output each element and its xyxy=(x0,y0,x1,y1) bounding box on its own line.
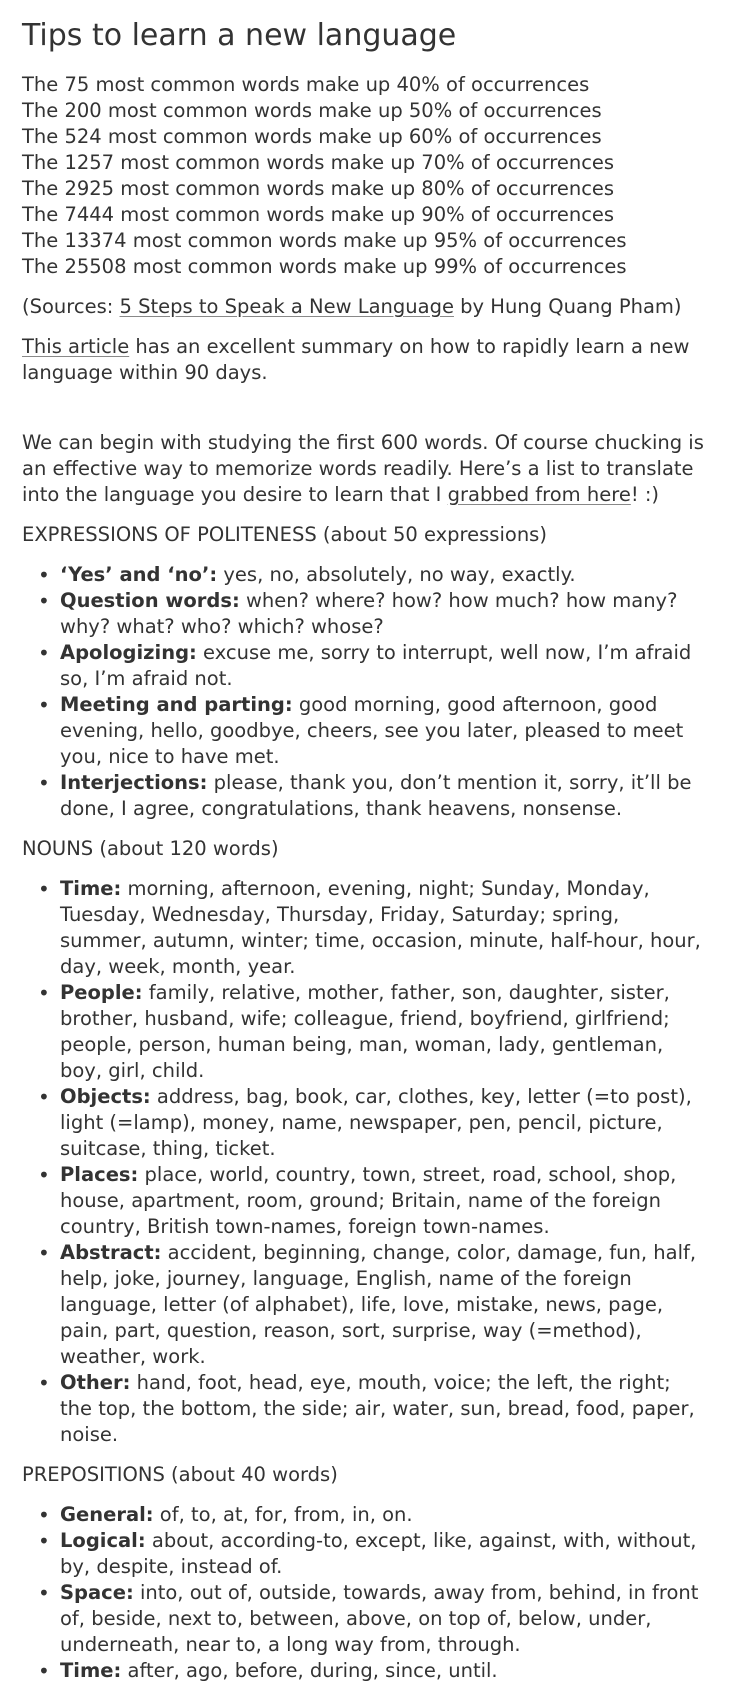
list-item xyxy=(60,1162,714,1240)
item-text: please, thank you, don’t mention it, sorry, it’ll be done, I agree, congratulations, thank heavens, nonsense. xyxy=(60,771,692,820)
stat-line: The 25508 most common words make up 99% of occurrences xyxy=(22,255,627,278)
item-text: good morning, good afternoon, good evening, hello, goodbye, cheers, see you later, pleased to meet you, nice to have met. xyxy=(60,693,684,768)
item-term: Time: xyxy=(60,877,122,900)
list-item xyxy=(60,562,714,588)
item-term: Space: xyxy=(60,1581,134,1604)
item-text: after, ago, before, during, since, until. xyxy=(121,1659,498,1682)
item-text: morning, afternoon, evening, night; Sunday, Monday, Tuesday, Wednesday, Thursday, Friday, Saturday; spring, summer, autumn, winter; time, occasion, minute, half-hour, hour, day, week, month, year. xyxy=(60,877,701,978)
item-text: place, world, country, town, street, road, school, shop, house, apartment, room, ground; Britain, name of the foreign country, British town-names, foreign town-names. xyxy=(60,1163,677,1238)
list-item xyxy=(60,1528,714,1580)
list-item xyxy=(60,588,714,640)
list-item xyxy=(60,1580,714,1658)
list-item xyxy=(60,1502,714,1528)
nouns-list xyxy=(22,876,714,1448)
list-item xyxy=(60,770,714,822)
list-item xyxy=(60,692,714,770)
item-term: Other: xyxy=(60,1371,131,1394)
item-term: Apologizing: xyxy=(60,641,197,664)
item-text: family, relative, mother, father, son, daughter, sister, brother, husband, wife; colleague, friend, boyfriend, girlfriend; people, person, human being, man, woman, lady, gentleman, boy, girl, child. xyxy=(60,981,670,1082)
article-paragraph xyxy=(22,334,714,386)
intro-paragraph xyxy=(22,430,714,508)
stat-line: The 200 most common words make up 50% of occurrences xyxy=(22,99,602,122)
item-term: Places: xyxy=(60,1163,139,1186)
stat-line: The 2925 most common words make up 80% of occurrences xyxy=(22,177,615,200)
item-text: into, out of, outside, towards, away from, behind, in front of, beside, next to, between, above, on top of, below, under, underneath, near to, a long way from, through. xyxy=(60,1581,699,1656)
word-frequency-stats xyxy=(22,72,714,280)
item-text: when? where? how? how much? how many? why? what? who? which? whose? xyxy=(60,589,678,638)
list-item xyxy=(60,1370,714,1448)
item-term: Logical: xyxy=(60,1529,146,1552)
list-item xyxy=(60,1240,714,1370)
list-item xyxy=(60,876,714,980)
item-text: accident, beginning, change, color, damage, fun, half, help, joke, journey, language, English, name of the foreign language, letter (of alphabet), life, love, mistake, news, page, pain, part, question, reason, sort, surprise, way (=method), weather, work. xyxy=(60,1241,697,1368)
article-link[interactable]: This article xyxy=(22,335,130,358)
item-term: Objects: xyxy=(60,1085,151,1108)
list-item xyxy=(60,640,714,692)
section-heading-politeness: EXPRESSIONS OF POLITENESS (about 50 expressions) xyxy=(22,523,547,546)
article-text: has an excellent summary on how to rapidly learn a new language within 90 days. xyxy=(22,335,690,384)
item-term: ‘Yes’ and ‘no’: xyxy=(60,563,218,586)
section-heading-prepositions: PREPOSITIONS (about 40 words) xyxy=(22,1463,338,1486)
item-term: General: xyxy=(60,1503,154,1526)
list-item xyxy=(60,1658,714,1684)
item-text: hand, foot, head, eye, mouth, voice; the left, the right; the top, the bottom, the side; air, water, sun, bread, food, paper, noise. xyxy=(60,1371,695,1446)
stat-line: The 75 most common words make up 40% of occurrences xyxy=(22,73,590,96)
page-title: Tips to learn a new language xyxy=(22,18,457,53)
list-item xyxy=(60,980,714,1084)
item-text: address, bag, book, car, clothes, key, letter (=to post), light (=lamp), money, name, newspaper, pen, pencil, picture, suitcase, thing, ticket. xyxy=(60,1085,692,1160)
item-term: Time: xyxy=(60,1659,122,1682)
item-text: yes, no, absolutely, no way, exactly. xyxy=(217,563,576,586)
politeness-list xyxy=(22,562,714,822)
prepositions-list xyxy=(22,1502,714,1684)
item-text: excuse me, sorry to interrupt, well now, I’m afraid so, I’m afraid not. xyxy=(60,641,692,690)
item-term: Abstract: xyxy=(60,1241,162,1264)
sources-suffix: by Hung Quang Pham) xyxy=(453,295,682,318)
item-text: about, according-to, except, like, against, with, without, by, despite, instead of. xyxy=(60,1529,697,1578)
sources-book-link[interactable]: 5 Steps to Speak a New Language xyxy=(119,295,454,318)
intro-text: We can begin with studying the first 600 words. Of course chucking is an effective way to memorize words readily. Here’s a list to translate into the language you desire to learn that I xyxy=(22,431,704,506)
intro-suffix: ! :) xyxy=(630,483,660,506)
item-text: of, to, at, for, from, in, on. xyxy=(153,1503,413,1526)
stat-line: The 7444 most common words make up 90% of occurrences xyxy=(22,203,615,226)
item-term: Interjections: xyxy=(60,771,208,794)
item-term: Question words: xyxy=(60,589,240,612)
stat-line: The 524 most common words make up 60% of occurrences xyxy=(22,125,602,148)
section-heading-nouns: NOUNS (about 120 words) xyxy=(22,837,279,860)
list-item xyxy=(60,1084,714,1162)
grabbed-from-here-link[interactable]: grabbed from here xyxy=(447,483,631,506)
sources-prefix: (Sources: xyxy=(22,295,120,318)
stat-line: The 13374 most common words make up 95% of occurrences xyxy=(22,229,627,252)
item-term: Meeting and parting: xyxy=(60,693,293,716)
item-term: People: xyxy=(60,981,143,1004)
stat-line: The 1257 most common words make up 70% of occurrences xyxy=(22,151,615,174)
sources-paragraph xyxy=(22,294,714,320)
